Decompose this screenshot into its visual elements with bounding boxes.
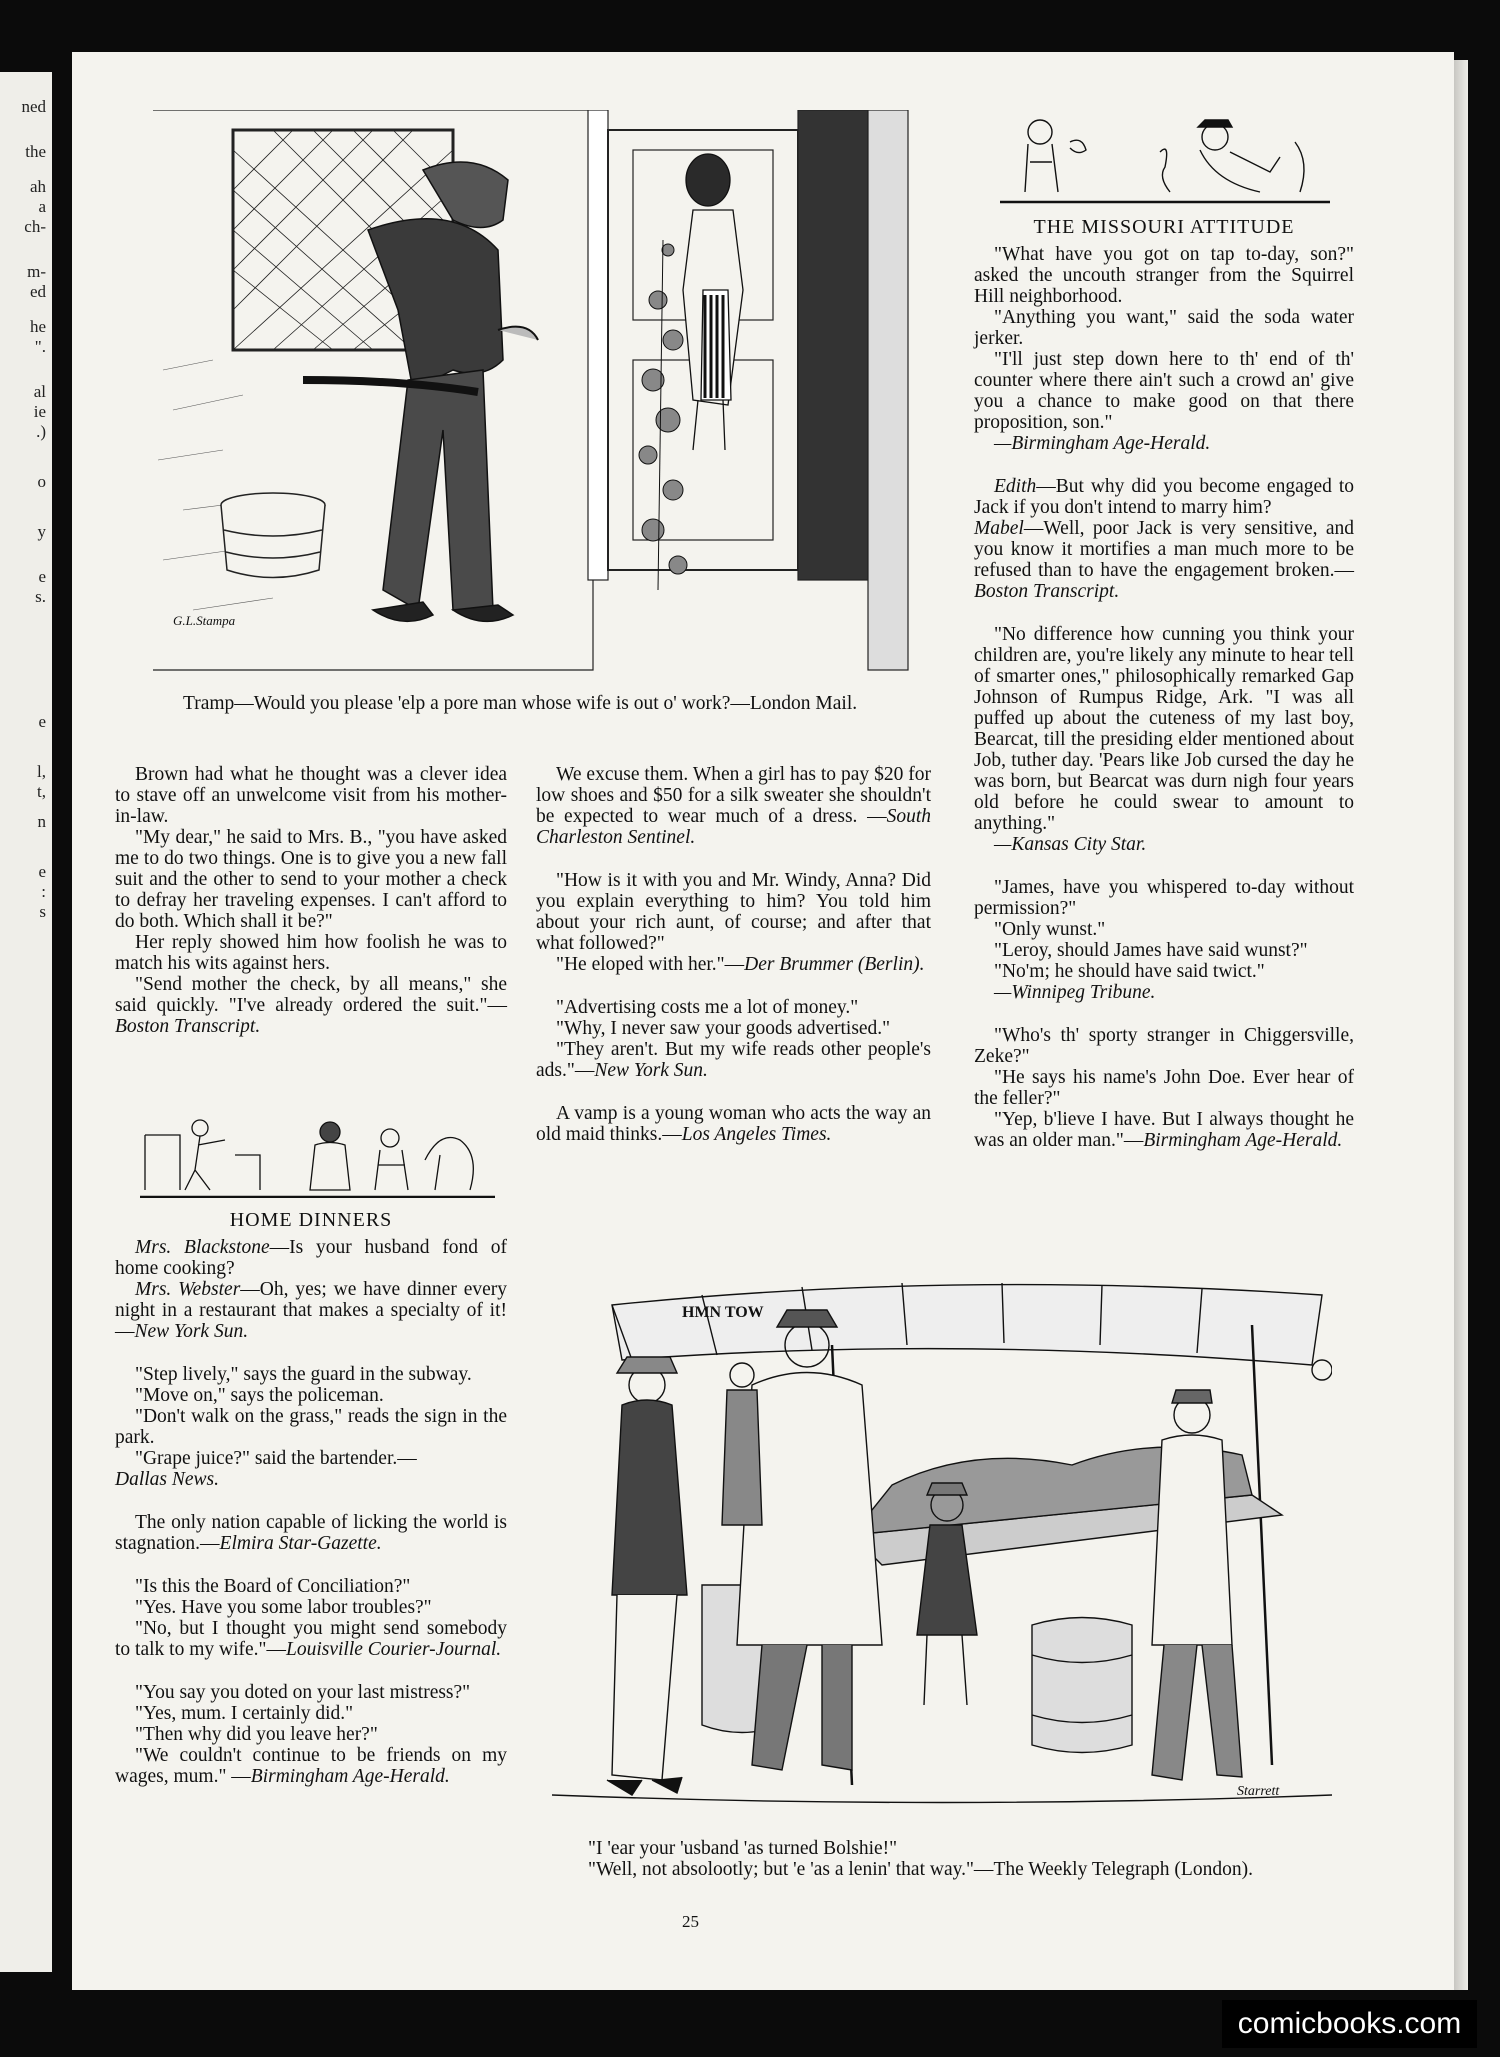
prev-page-fragment: ah — [29, 177, 46, 196]
prev-page-fragment: e — [38, 862, 46, 881]
blackstone-speaker: Mrs. Blackstone — [135, 1237, 270, 1258]
caption-text: —Would you please 'elp a pore man whose wife is out o' work?— — [234, 693, 750, 714]
james-p4: "No'm; he should have said twict." — [994, 961, 1265, 982]
windy-p2: "He eloped with her."— — [556, 954, 745, 975]
brown-p2: "My dear," he said to Mrs. B., "you have asked me to do two things. One is to give you a new fall suit and the other to send to your mother a check to defray her traveling expenses. I can't afford to do both. Which shall it be?" — [115, 827, 507, 932]
prev-page-fragment: o — [37, 472, 46, 491]
edith-speaker: Edith — [994, 476, 1037, 497]
gap-source: —Kansas City Star. — [994, 834, 1147, 855]
prev-page-fragment: : — [41, 882, 46, 901]
prev-page-fragment: ". — [34, 337, 46, 356]
prev-page-fragment: l, — [37, 762, 46, 781]
page-edge-shadow — [1454, 60, 1468, 1990]
home-source: New York Sun. — [134, 1321, 249, 1342]
caption-source: London Mail. — [749, 693, 858, 714]
missouri-p2: "Anything you want," said the soda water jerker. — [974, 307, 1354, 349]
prev-page-fragment: al — [33, 382, 46, 401]
prev-page-fragment: ch- — [24, 217, 46, 236]
illustration-signature: G.L.Stampa — [173, 613, 236, 628]
left-column-lower — [115, 1206, 507, 1787]
sporty-p1: "Who's th' sporty stranger in Chiggersville, Zeke?" — [974, 1025, 1354, 1067]
prev-page-fragment: he — [29, 317, 46, 336]
awning-text: HMN TOW — [682, 1304, 764, 1321]
vamp-source: Los Angeles Times. — [681, 1124, 832, 1145]
prev-page-fragment: ed — [29, 282, 46, 301]
gap-johnson-text: "No difference how cunning you think your children are, you're likely any minute to hear tell of smarter ones," philosophically remarked Gap Johnson of Rumpus Ridge, Ark. "I was all puffed up about the cuteness of my last boy, Bearcat, till the presiding elder mentioned about Job, tuther day. 'Pears like Job cursed the day he was born, but Bearcat was durn nigh four years old before he could swear to amount to anything." — [974, 624, 1354, 834]
right-column — [974, 213, 1354, 1151]
board-source: Louisville Courier-Journal. — [285, 1639, 502, 1660]
james-p3: "Leroy, should James have said wunst?" — [994, 940, 1308, 961]
excuse-text: We excuse them. When a girl has to pay $20 for low shoes and $50 for a silk sweater she shouldn't be expected to wear much of a dress. — — [536, 764, 931, 827]
market-caption — [568, 1838, 1338, 1880]
webster-speaker: Mrs. Webster — [135, 1279, 241, 1300]
brown-p1: Brown had what he thought was a clever idea to stave off an unwelcome visit from his mother-in-law. — [115, 764, 507, 827]
sporty-p3: "Yep, b'lieve I have. But I always thought he was an older man."— — [974, 1109, 1354, 1151]
missouri-heading: THE MISSOURI ATTITUDE — [1033, 216, 1295, 238]
prev-page-fragment: the — [25, 142, 46, 161]
prev-page-fragment: e — [38, 712, 46, 731]
step-source: Dallas News. — [115, 1469, 220, 1490]
left-column — [115, 764, 507, 1037]
mistress-p2: "Yes, mum. I certainly did." — [135, 1703, 354, 1724]
prev-page-fragment: y — [37, 522, 46, 541]
mistress-source: Birmingham Age-Herald. — [250, 1766, 450, 1787]
market-illustration — [552, 1265, 1332, 1825]
board-p2: "Yes. Have you some labor troubles?" — [135, 1597, 432, 1618]
step-p2: "Move on," says the policeman. — [135, 1385, 384, 1406]
step-p4: "Grape juice?" said the bartender.— — [135, 1448, 417, 1469]
middle-column — [536, 764, 931, 1145]
mistress-p1: "You say you doted on your last mistress?" — [135, 1682, 471, 1703]
nation-text: The only nation capable of licking the world is stagnation.— — [115, 1512, 507, 1554]
advertising-p2: "Why, I never saw your goods advertised." — [556, 1018, 891, 1039]
prev-page-fragment: ned — [21, 97, 46, 116]
vamp-text: A vamp is a young woman who acts the way an old maid thinks.— — [536, 1103, 931, 1145]
mistress-p3: "Then why did you leave her?" — [135, 1724, 378, 1745]
prev-page-fragment: s. — [35, 587, 46, 606]
brown-p4: "Send mother the check, by all means," she said quickly. "I've already ordered the suit."— — [115, 974, 507, 1016]
advertising-p1: "Advertising costs me a lot of money." — [556, 997, 859, 1018]
board-p1: "Is this the Board of Conciliation?" — [135, 1576, 411, 1597]
prev-page-fragment: m- — [27, 262, 46, 281]
home-dinners-heading: HOME DINNERS — [229, 1209, 393, 1231]
previous-page-edge — [0, 72, 52, 1972]
watermark: comicbooks.com — [1222, 2000, 1477, 2048]
sporty-p2: "He says his name's John Doe. Ever hear of the feller?" — [974, 1067, 1354, 1109]
missouri-p3: "I'll just step down here to th' end of th' counter where there ain't such a crowd an' give you a chance to make good on that there proposition, son." — [974, 349, 1354, 433]
sporty-source: Birmingham Age-Herald. — [1143, 1130, 1343, 1151]
home-dinners-drawing — [140, 1110, 495, 1198]
prev-page-fragment: s — [39, 902, 46, 921]
market-signature: Starrett — [1237, 1784, 1280, 1799]
edith-source: Boston Transcript. — [974, 581, 1120, 602]
advertising-source: New York Sun. — [594, 1060, 708, 1081]
advertising-p3: "They aren't. But my wife reads other people's ads."— — [536, 1039, 931, 1081]
james-p2: "Only wunst." — [994, 919, 1106, 940]
tramp-caption — [163, 693, 915, 714]
market-line1: "I 'ear your 'usband 'as turned Bolshie!" — [588, 1838, 898, 1859]
prev-page-fragment: ie — [33, 402, 46, 421]
tramp-illustration — [153, 110, 913, 690]
step-p1: "Step lively," says the guard in the subway. — [135, 1364, 472, 1385]
mistress-p4: "We couldn't continue to be friends on my wages, mum." — — [115, 1745, 507, 1787]
prev-page-fragment: a — [38, 197, 46, 216]
board-p3: "No, but I thought you might send somebody to talk to my wife."— — [115, 1618, 507, 1660]
windy-source: Der Brummer (Berlin). — [744, 954, 925, 975]
james-p1: "James, have you whispered to-day without permission?" — [974, 877, 1354, 919]
missouri-header-drawing — [1000, 112, 1330, 204]
market-line2: "Well, not absolootly; but 'e 'as a lenin' that way."— — [588, 1859, 994, 1880]
prev-page-fragment: .) — [36, 422, 46, 441]
windy-p1: "How is it with you and Mr. Windy, Anna? Did you explain everything to him? You told him about your rich aunt, of course; and after that what followed?" — [536, 870, 931, 954]
brown-p3: Her reply showed him how foolish he was to match his wits against hers. — [115, 932, 507, 974]
step-p3: "Don't walk on the grass," reads the sign in the park. — [115, 1406, 507, 1448]
blackstone-text: —Is your husband fond of home cooking? — [115, 1237, 507, 1279]
missouri-source: —Birmingham Age-Herald. — [994, 433, 1211, 454]
excuse-source: South Charleston Sentinel. — [536, 806, 931, 848]
caption-speaker: Tramp — [183, 693, 235, 714]
prev-page-fragment: n — [37, 812, 46, 831]
edith-text: —But why did you become engaged to Jack if you don't intend to marry him? — [974, 476, 1354, 518]
missouri-p1: "What have you got on tap to-day, son?" asked the uncouth stranger from the Squirrel Hill neighborhood. — [974, 244, 1354, 307]
nation-source: Elmira Star-Gazette. — [219, 1533, 382, 1554]
mabel-speaker: Mabel — [974, 518, 1024, 539]
page-number: 25 — [682, 1912, 699, 1931]
brown-source: Boston Transcript. — [115, 1016, 261, 1037]
prev-page-fragment: e — [38, 567, 46, 586]
prev-page-fragment: t, — [37, 782, 46, 801]
james-source: —Winnipeg Tribune. — [994, 982, 1156, 1003]
mabel-text: —Well, poor Jack is very sensitive, and you know it mortifies a man much more to be refused than to have the engagement broken.— — [974, 518, 1354, 581]
webster-text: —Oh, yes; we have dinner every night in a restaurant that makes a specialty of it!— — [115, 1279, 507, 1342]
market-source: The Weekly Telegraph (London). — [993, 1859, 1253, 1880]
